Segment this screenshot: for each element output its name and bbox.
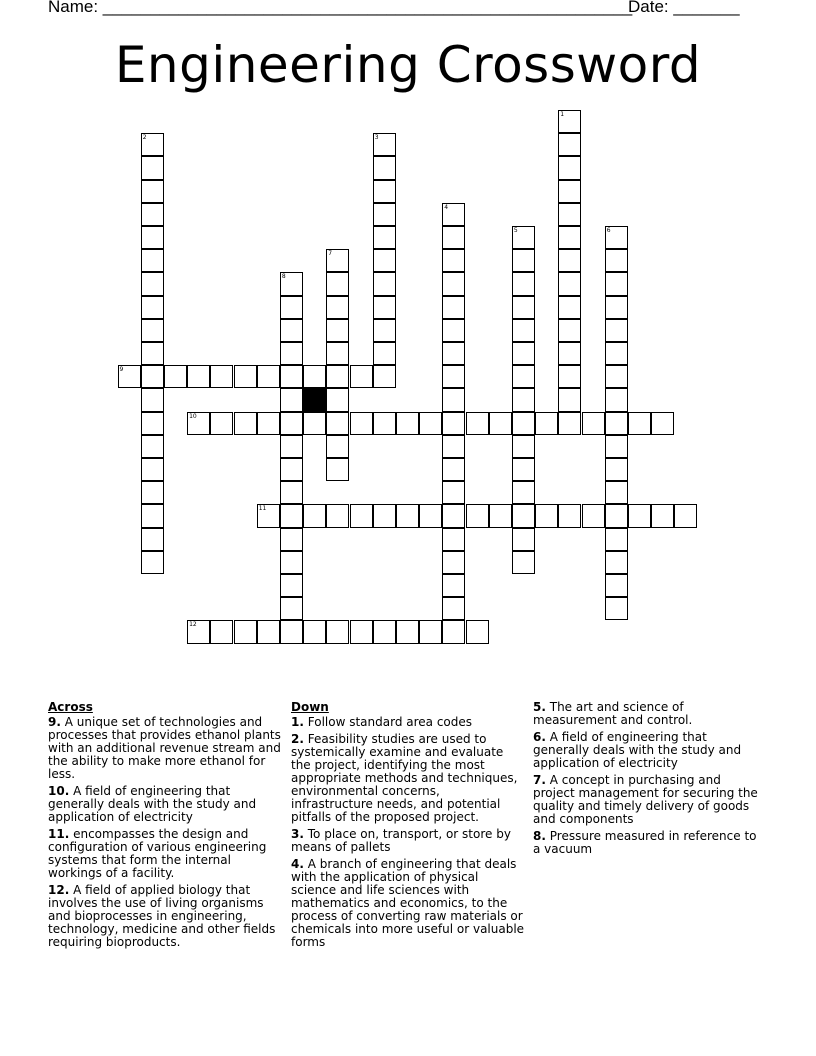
grid-cell[interactable] [558,412,581,435]
down-clue-2 [291,733,525,824]
grid-cell[interactable] [605,435,628,458]
grid-cell[interactable] [280,504,303,527]
grid-clue-number: 3 [374,134,379,142]
clue-number: 4. [291,857,304,871]
grid-clue-number: 7 [328,250,333,258]
grid-cell[interactable] [373,296,396,319]
grid-cell[interactable] [489,504,512,527]
grid-cell[interactable] [442,481,465,504]
grid-cell[interactable] [442,504,465,527]
down-clue-5 [533,701,763,727]
grid-cell[interactable] [373,620,396,643]
grid-cell[interactable] [674,504,697,527]
grid-cell[interactable] [442,226,465,249]
grid-cell[interactable] [141,296,164,319]
grid-cell[interactable] [373,249,396,272]
down-clue-7 [533,774,763,826]
clue-number: 10. [48,784,70,798]
grid-cell[interactable] [558,504,581,527]
grid-cell[interactable] [442,620,465,643]
grid-clue-number: 6 [606,227,611,234]
down-clue-1 [291,716,525,729]
clue-number: 7. [533,773,546,787]
grid-cell[interactable] [442,319,465,342]
grid-cell[interactable] [396,620,419,643]
grid-cell[interactable] [187,365,210,388]
grid-cell[interactable] [442,365,465,388]
grid-cell[interactable] [651,504,674,527]
grid-cell[interactable] [373,156,396,179]
clue-text: Follow standard area codes [307,715,473,729]
grid-cell[interactable] [628,412,651,435]
grid-cell[interactable] [141,412,164,435]
grid-cell[interactable] [512,504,535,527]
grid-cell[interactable] [326,296,349,319]
grid-cell[interactable] [303,620,326,643]
grid-cell[interactable] [141,481,164,504]
grid-cell[interactable] [141,342,164,365]
grid-cell[interactable] [257,412,280,435]
grid-cell[interactable] [396,504,419,527]
grid-cell[interactable] [558,226,581,249]
grid-cell[interactable] [558,249,581,272]
across-clue-11 [48,828,284,880]
clue-number: 6. [533,730,546,744]
grid-cell[interactable] [326,365,349,388]
across-clue-12 [48,884,284,949]
grid-cell[interactable] [141,319,164,342]
grid-cell[interactable] [373,365,396,388]
grid-cell[interactable] [442,412,465,435]
grid-cell[interactable] [141,365,164,388]
grid-cell[interactable] [605,458,628,481]
grid-cell[interactable] [442,597,465,620]
name-field-label: Name: ________________________________________________________ [48,0,633,16]
grid-cell[interactable] [373,412,396,435]
grid-cell[interactable] [605,249,628,272]
grid-cell[interactable] [419,504,442,527]
grid-clue-number: 2 [142,134,147,142]
grid-cell[interactable] [280,365,303,388]
grid-cell[interactable] [234,365,257,388]
grid-cell[interactable] [466,412,489,435]
grid-cell[interactable] [210,620,233,643]
page-title: Engineering Crossword [114,36,702,94]
grid-cell[interactable] [303,504,326,527]
grid-cell[interactable] [326,342,349,365]
grid-cell[interactable] [558,365,581,388]
grid-cell[interactable] [373,342,396,365]
grid-cell[interactable] [489,412,512,435]
grid-clue-number: 5 [513,227,518,234]
clue-number: 3. [291,827,304,841]
grid-cell[interactable] [303,365,326,388]
grid-cell[interactable] [442,296,465,319]
grid-cell[interactable] [512,412,535,435]
grid-cell[interactable] [280,481,303,504]
clue-number: 1. [291,715,304,729]
grid-cell[interactable] [141,458,164,481]
grid-cell[interactable] [141,272,164,295]
grid-cell[interactable] [280,620,303,643]
clue-number: 2. [291,732,304,746]
down-clues-col2 [533,701,763,860]
grid-cell[interactable] [651,412,674,435]
grid-cell[interactable] [141,156,164,179]
grid-cell[interactable] [512,249,535,272]
grid-cell[interactable] [373,226,396,249]
grid-cell[interactable] [442,272,465,295]
grid-cell[interactable] [512,365,535,388]
clue-text: A field of engineering that generally deals with the study and application of electricity [533,730,742,770]
grid-cell[interactable] [141,435,164,458]
grid-cell[interactable] [558,319,581,342]
grid-cell[interactable] [373,180,396,203]
grid-cell[interactable] [466,620,489,643]
grid-clue-number: 12 [189,621,197,629]
grid-cell[interactable] [326,412,349,435]
grid-cell[interactable] [512,528,535,551]
date-field-label: Date: _______ [628,0,740,16]
grid-cell[interactable] [605,528,628,551]
grid-cell[interactable] [141,388,164,411]
clue-number: 12. [48,883,70,897]
clue-text: A branch of engineering that deals with the application of physical science and life sciences with mathematics and economics, to the process of converting raw materials or chemicals into more useful or valuable forms [291,857,525,949]
grid-cell[interactable] [558,156,581,179]
grid-cell[interactable] [280,342,303,365]
grid-cell[interactable] [141,528,164,551]
clue-text: Feasibility studies are used to systemically examine and evaluate the project, identifying the most appropriate methods and techniques, environmental concerns, infrastructure needs, and potential pitfalls of the proposed project. [291,732,518,824]
grid-cell[interactable] [280,412,303,435]
across-clue-10 [48,785,284,824]
grid-cell[interactable] [558,388,581,411]
grid-cell[interactable] [558,133,581,156]
grid-clue-number: 9 [119,366,124,374]
grid-cell[interactable] [373,272,396,295]
grid-cell[interactable] [605,412,628,435]
grid-cell[interactable] [512,458,535,481]
grid-cell[interactable] [605,574,628,597]
clue-text: encompasses the design and configuration of various engineering systems that form the internal workings of a facility. [48,827,267,880]
grid-cell[interactable] [210,365,233,388]
down-heading: Down [291,700,329,714]
clue-text: A field of engineering that generally deals with the study and application of electricity [48,784,257,824]
clue-number: 11. [48,827,70,841]
grid-cell[interactable] [303,412,326,435]
grid-cell[interactable] [280,597,303,620]
grid-cell[interactable] [350,504,373,527]
clue-text: A unique set of technologies and processes that provides ethanol plants with an additional revenue stream and the ability to make more ethanol for less. [48,715,281,781]
grid-cell[interactable] [234,412,257,435]
grid-cell[interactable] [512,481,535,504]
grid-cell[interactable] [280,551,303,574]
grid-cell[interactable] [605,365,628,388]
grid-clue-number: 11 [258,505,267,513]
grid-cell[interactable] [605,597,628,620]
grid-cell[interactable] [280,458,303,481]
down-clue-6 [533,731,763,770]
grid-cell[interactable] [605,272,628,295]
grid-cell[interactable] [280,388,303,411]
grid-cell[interactable] [280,574,303,597]
clue-text: A field of applied biology that involves the use of living organisms and bioprocesses in engineering, technology, medicine and other fields requiring bioproducts. [48,883,276,949]
grid-cell[interactable] [605,296,628,319]
grid-cell[interactable] [326,272,349,295]
grid-cell[interactable] [257,365,280,388]
grid-cell[interactable] [419,412,442,435]
grid-cell[interactable] [141,180,164,203]
across-heading: Across [48,700,93,714]
clue-text: Pressure measured in reference to a vacuum [533,829,757,856]
grid-cell[interactable] [373,203,396,226]
grid-cell[interactable] [326,504,349,527]
grid-cell[interactable] [326,319,349,342]
grid-cell[interactable] [512,435,535,458]
grid-cell[interactable] [442,435,465,458]
grid-cell[interactable] [512,551,535,574]
grid-cell[interactable] [605,342,628,365]
down-clues-col1 [291,701,525,953]
black-square [303,388,326,411]
grid-cell[interactable] [141,551,164,574]
grid-cell[interactable] [605,481,628,504]
grid-clue-number: 8 [281,273,286,281]
grid-cell[interactable] [628,504,651,527]
grid-cell[interactable] [234,620,257,643]
clue-number: 5. [533,700,546,714]
grid-cell[interactable] [326,458,349,481]
grid-cell[interactable] [605,388,628,411]
grid-cell[interactable] [280,528,303,551]
grid-cell[interactable] [350,620,373,643]
grid-cell[interactable] [280,296,303,319]
grid-cell[interactable] [605,319,628,342]
across-clue-9 [48,716,284,781]
grid-cell[interactable] [442,458,465,481]
grid-cell[interactable] [442,342,465,365]
grid-cell[interactable] [512,296,535,319]
grid-cell[interactable] [396,412,419,435]
grid-cell[interactable] [512,272,535,295]
grid-cell[interactable] [512,319,535,342]
grid-cell[interactable] [558,342,581,365]
grid-cell[interactable] [582,412,605,435]
grid-cell[interactable] [350,365,373,388]
grid-cell[interactable] [373,504,396,527]
grid-cell[interactable] [373,319,396,342]
clue-number: 9. [48,715,61,729]
grid-cell[interactable] [558,296,581,319]
clue-text: The art and science of measurement and control. [533,700,693,727]
grid-clue-number: 10 [189,412,197,420]
grid-cell[interactable] [141,249,164,272]
grid-cell[interactable] [558,180,581,203]
grid-cell[interactable] [280,435,303,458]
clue-text: To place on, transport, or store by means of pallets [291,827,511,854]
grid-cell[interactable] [512,388,535,411]
grid-cell[interactable] [535,504,558,527]
grid-cell[interactable] [442,528,465,551]
grid-clue-number: 4 [444,203,449,211]
grid-cell[interactable] [326,388,349,411]
grid-cell[interactable] [326,435,349,458]
grid-cell[interactable] [141,203,164,226]
grid-cell[interactable] [442,388,465,411]
grid-cell[interactable] [605,504,628,527]
grid-cell[interactable] [257,620,280,643]
grid-cell[interactable] [350,412,373,435]
grid-cell[interactable] [605,551,628,574]
grid-cell[interactable] [558,272,581,295]
grid-cell[interactable] [442,249,465,272]
clue-text: A concept in purchasing and project management for securing the quality and timely delivery of goods and components [533,773,758,826]
across-clues [48,701,284,953]
down-clue-4 [291,858,525,949]
grid-cell[interactable] [442,574,465,597]
down-clue-3 [291,828,525,854]
clue-number: 8. [533,829,546,843]
down-clue-8 [533,830,763,856]
grid-cell[interactable] [164,365,187,388]
grid-cell[interactable] [326,620,349,643]
grid-cell[interactable] [512,342,535,365]
grid-cell[interactable] [419,620,442,643]
grid-cell[interactable] [466,504,489,527]
grid-cell[interactable] [280,319,303,342]
grid-cell[interactable] [582,504,605,527]
grid-clue-number: 1 [560,111,565,118]
grid-cell[interactable] [558,203,581,226]
grid-cell[interactable] [442,551,465,574]
grid-cell[interactable] [535,412,558,435]
grid-cell[interactable] [210,412,233,435]
grid-cell[interactable] [141,226,164,249]
grid-cell[interactable] [141,504,164,527]
